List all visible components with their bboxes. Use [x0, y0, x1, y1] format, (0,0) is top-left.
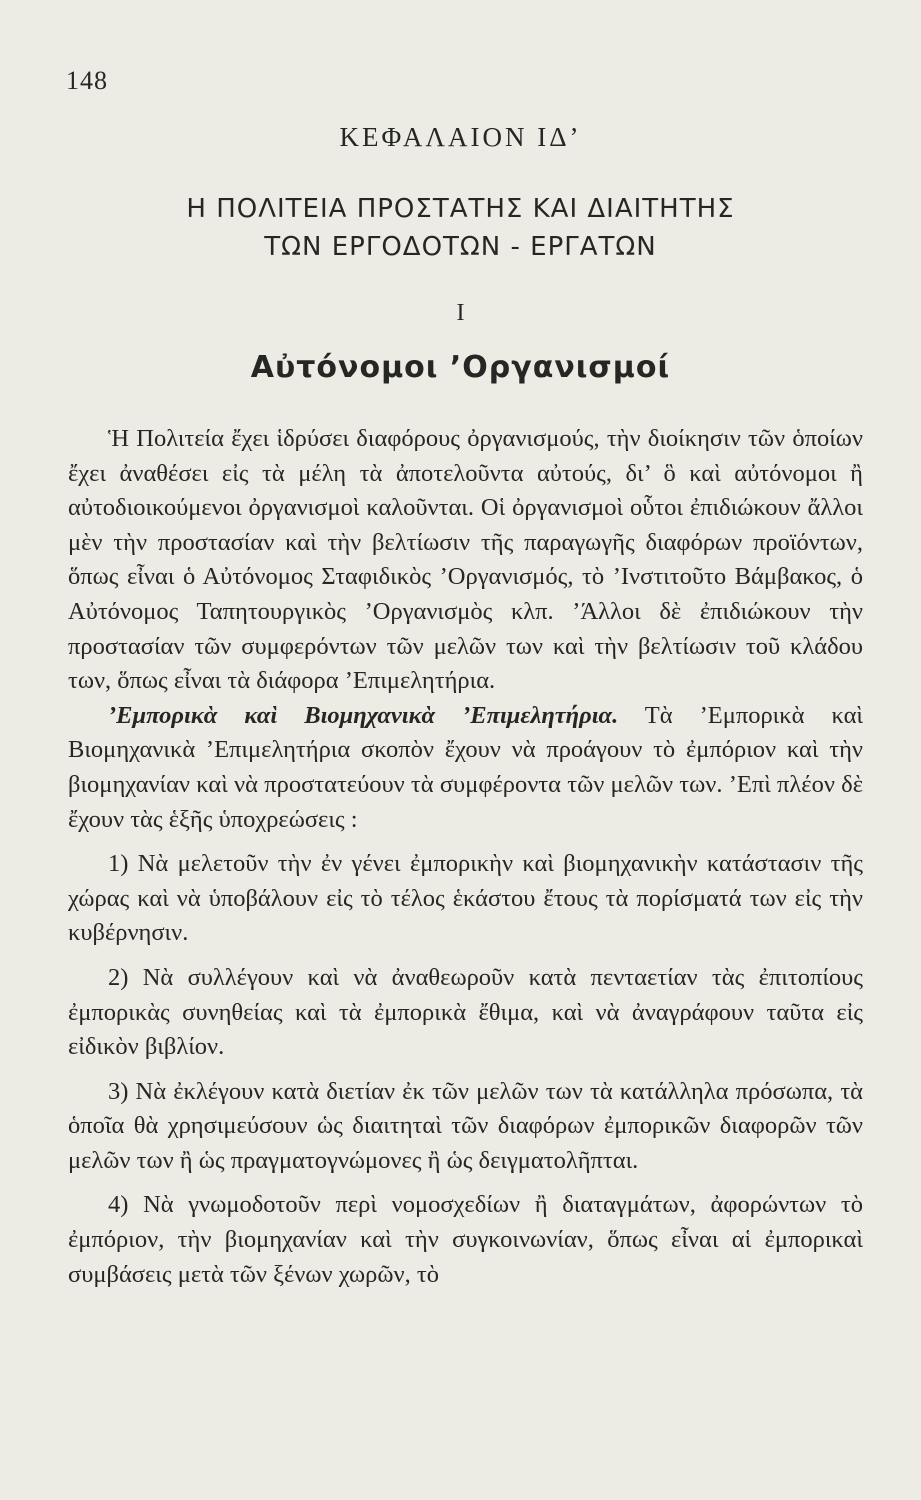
list-item-1: 1) Νὰ μελετοῦν τὴν ἐν γένει ἐμπορικὴν καὶ βιομηχανικὴν κατάστασιν τῆς χώρας καὶ νὰ ὑποβάλουν εἰς τὸ τέλος ἑκάστου ἔτους τὰ πορίσματά των εἰς τὴν κυβέρνησιν. — [68, 850, 863, 947]
paragraph-chambers — [68, 699, 863, 837]
page-number: 148 — [66, 66, 108, 95]
chapter-title-line-1: Η ΠΟΛΙΤΕΙΑ ΠΡΟΣΤΑΤΗΣ ΚΑΙ ΔΙΑΙΤΗΤΗΣ — [186, 194, 735, 224]
section-number: I — [456, 300, 465, 326]
chapter-title — [0, 190, 921, 266]
paragraph-autonomous-organisations: Ἡ Πολιτεία ἔχει ἱδρύσει διαφόρους ὀργανισμούς, τὴν διοίκησιν τῶν ὁποίων ἔχει ἀναθέσει εἰς τὰ μέλη τὰ ἀποτελοῦντα αὐτούς, δι’ ὃ καὶ αὐτόνομοι ἢ αὐτοδιοικούμενοι ὀργανισμοὶ καλοῦνται. Οἱ ὀργανισμοὶ οὗτοι ἐπιδιώκουν ἄλλοι μὲν τὴν προστασίαν καὶ τὴν βελτίωσιν τῆς παραγωγῆς διαφόρων προϊόντων, ὅπως εἶναι ὁ Αὐτόνομος Σταφιδικὸς ’Οργανισμός, τὸ ’Ινστιτοῦτο Βάμβακος, ὁ Αὐτόνομος Ταπητουργικὸς ’Οργανισμὸς κλπ. ’Άλλοι δὲ ἐπιδιώκουν τὴν προστασίαν τῶν συμφερόντων τῶν μελῶν των καὶ τὴν βελτίωσιν τοῦ κλάδου των, ὅπως εἶναι τὰ διάφορα ’Επιμελητήρια. — [68, 425, 863, 695]
chapter-label: ΚΕΦΑΛΑΙΟΝ ΙΔ’ — [339, 122, 582, 152]
body-text — [68, 422, 863, 1292]
run-in-heading-chambers: ’Εμπορικὰ καὶ Βιομηχανικὰ ’Επιμελητήρια. — [108, 701, 619, 729]
list-item-2: 2) Νὰ συλλέγουν καὶ νὰ ἀναθεωροῦν κατὰ πενταετίαν τὰς ἐπιτοπίους ἐμπορικὰς συνηθείας καὶ τὰ ἐμπορικὰ ἔθιμα, καὶ νὰ ἀναγράφουν ταῦτα εἰς εἰδικὸν βιβλίον. — [68, 963, 863, 1061]
list-item-4: 4) Νὰ γνωμοδοτοῦν περὶ νομοσχεδίων ἢ διαταγμάτων, ἀφορώντων τὸ ἐμπόριον, τὴν βιομηχανίαν καὶ τὴν συγκοινωνίαν, ὅπως εἶναι αἱ ἐμπορικαὶ συμβάσεις μετὰ τῶν ξένων χωρῶν, τὸ — [68, 1191, 863, 1288]
section-title: Αὐτόνομοι ’Οργανισμοί — [250, 350, 671, 385]
chapter-title-line-2: ΤΩΝ ΕΡΓΟΔΟΤΩΝ - ΕΡΓΑΤΩΝ — [264, 232, 657, 262]
list-item-3: 3) Νὰ ἐκλέγουν κατὰ διετίαν ἐκ τῶν μελῶν των τὰ κατάλληλα πρόσωπα, τὰ ὁποῖα θὰ χρησιμεύσουν ὡς διαιτηταὶ τῶν διαφόρων ἐμπορικῶν διαφορῶν τῶν μελῶν των ἢ ὡς πραγματογνώμονες ἢ ὡς δειγματολῆπται. — [68, 1077, 863, 1174]
paragraph-chambers-text: Τὰ ’Εμπορικὰ καὶ Βιομηχανικὰ ’Επιμελητήρια σκοπὸν ἔχουν νὰ προάγουν τὸ ἐμπόριον καὶ τὴν βιομηχανίαν καὶ νὰ προστατεύουν τὰ συμφέροντα τῶν μελῶν των. ’Επὶ πλέον δὲ ἔχουν τὰς ἑξῆς ὑποχρεώσεις : — [68, 701, 864, 833]
